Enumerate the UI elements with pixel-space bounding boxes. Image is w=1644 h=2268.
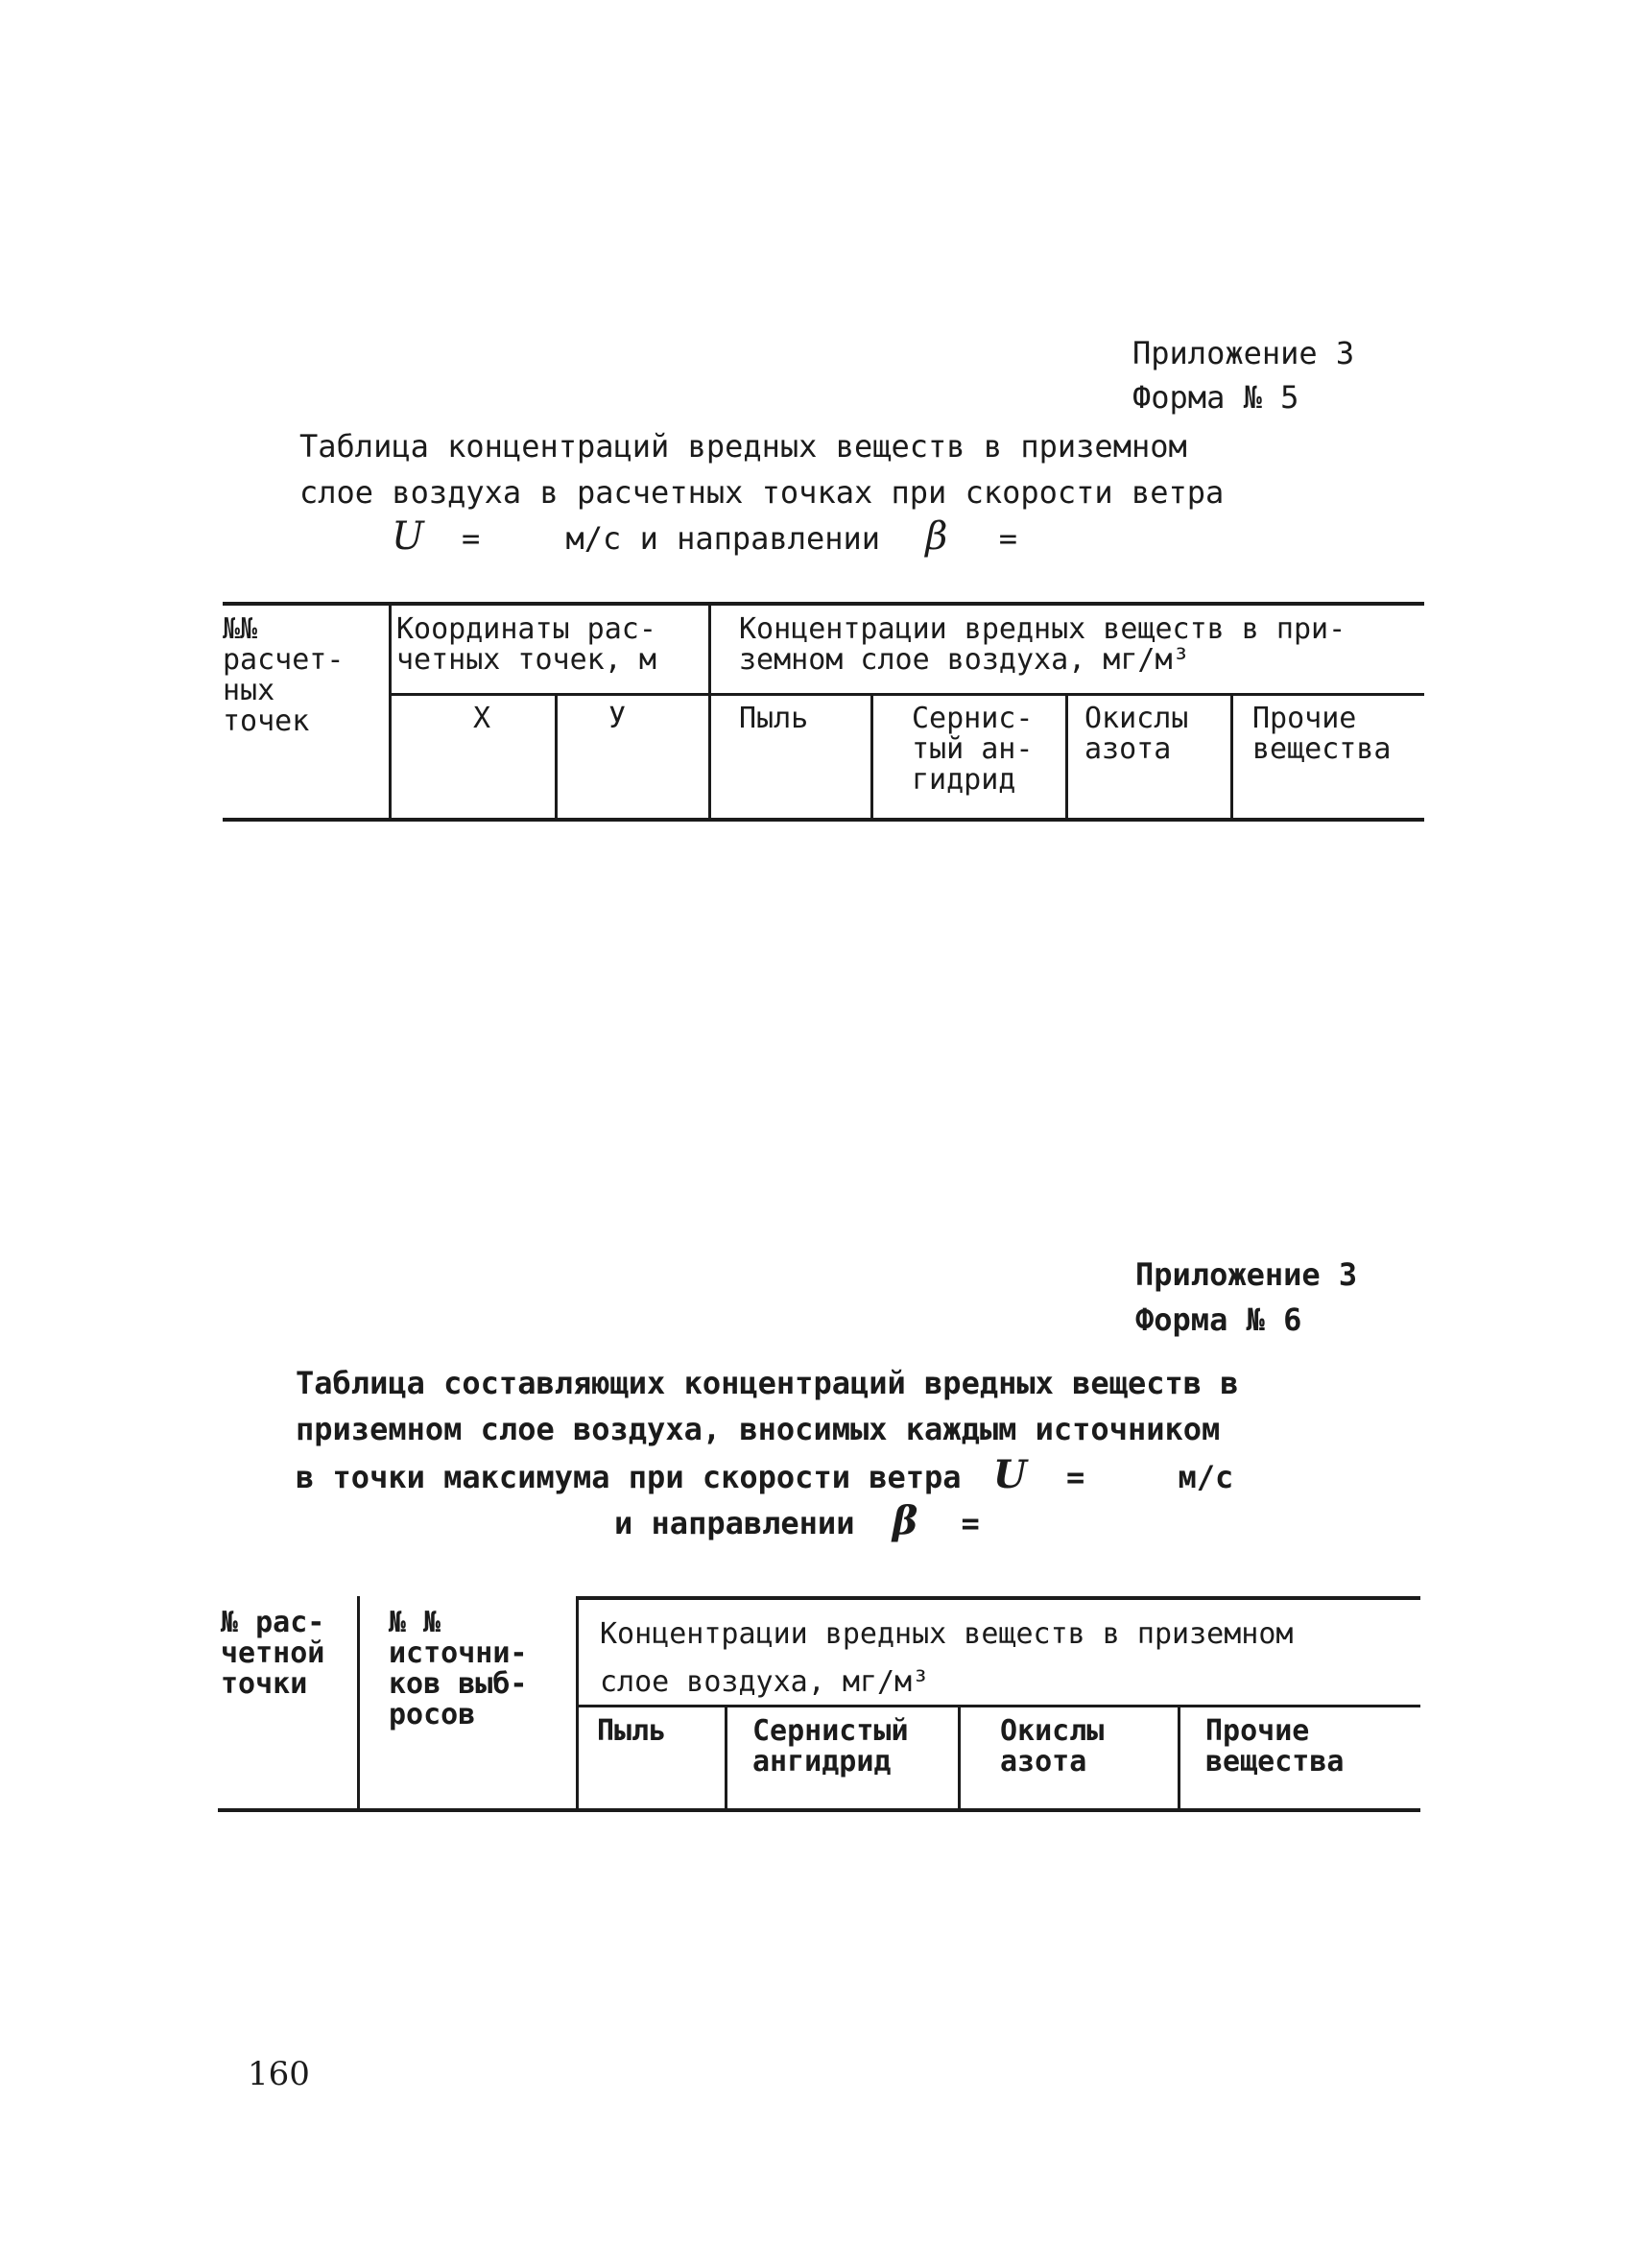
form6-header-point: № рас- четной точки — [221, 1606, 325, 1701]
form5-appendix-label: Приложение 3 — [1132, 335, 1355, 371]
form6-header-other: Прочие вещества — [1205, 1714, 1345, 1779]
form6-caption-line1: Таблица составляющих концентраций вредных веществ в — [296, 1365, 1239, 1401]
direction-equals: = — [961, 1505, 980, 1541]
form6-appendix-label: Приложение 3 — [1135, 1256, 1358, 1293]
form5-caption-line2: слое воздуха в расчетных точках при скорости ветра — [299, 474, 1225, 511]
form5-header-so2: Сернис- тый ан- гидрид — [912, 702, 1034, 797]
form6-table-top-rule — [576, 1596, 1420, 1600]
wind-speed-symbol: U — [992, 1452, 1027, 1497]
wind-speed-equals: = — [461, 520, 481, 557]
form6-header-nox: Окислы азота — [1000, 1714, 1105, 1779]
direction-symbol: β — [925, 514, 948, 559]
form6-table-divider — [576, 1596, 579, 1810]
form6-table-divider — [1178, 1705, 1180, 1810]
form6-table-divider — [357, 1596, 360, 1810]
form5-header-coords: Координаты рас- четных точек, м — [396, 612, 656, 677]
wind-speed-symbol: U — [392, 514, 424, 559]
form5-header-concentration: Концентрации вредных веществ в при- земном слое воздуха, мг/м³ — [739, 612, 1346, 677]
direction-equals: = — [998, 520, 1017, 557]
form6-header-dust: Пыль — [597, 1714, 667, 1748]
form5-caption-line1: Таблица концентраций вредных веществ в приземном — [299, 428, 1187, 465]
form5-form-label: Форма № 5 — [1132, 379, 1299, 416]
caption-line3-prefix: в точки максимума при скорости ветра — [296, 1459, 962, 1495]
form5-header-point: №№ расчет- ных точек — [223, 612, 345, 738]
form6-caption-line2: приземном слое воздуха, вносимых каждым источником — [296, 1411, 1221, 1447]
unit-and-direction: м/с и направлении — [565, 520, 881, 557]
form6-table-bottom-rule — [218, 1808, 1420, 1812]
form6-header-sources: № № источни- ков выб- росов — [389, 1606, 528, 1731]
form5-header-dust: Пыль — [739, 702, 809, 735]
direction-text: и направлении — [614, 1505, 855, 1541]
form5-header-other: Прочие вещества — [1252, 702, 1392, 766]
form6-header-so2: Сернистый ангидрид — [752, 1714, 909, 1779]
direction-symbol: β — [892, 1498, 918, 1543]
form5-header-nox: Окислы азота — [1084, 702, 1189, 766]
form5-header-y: У — [608, 702, 627, 735]
form5-header-x: Х — [473, 702, 491, 735]
wind-speed-unit: м/с — [1178, 1459, 1234, 1495]
wind-speed-equals: = — [1065, 1459, 1085, 1495]
page-number: 160 — [248, 2055, 310, 2093]
form6-table-divider — [958, 1705, 961, 1810]
form6-header-concentration: Концентрации вредных веществ в приземном слое воздуха, мг/м³ — [600, 1617, 1294, 1699]
form6-form-label: Форма № 6 — [1135, 1301, 1302, 1338]
form6-table-divider — [725, 1705, 727, 1810]
